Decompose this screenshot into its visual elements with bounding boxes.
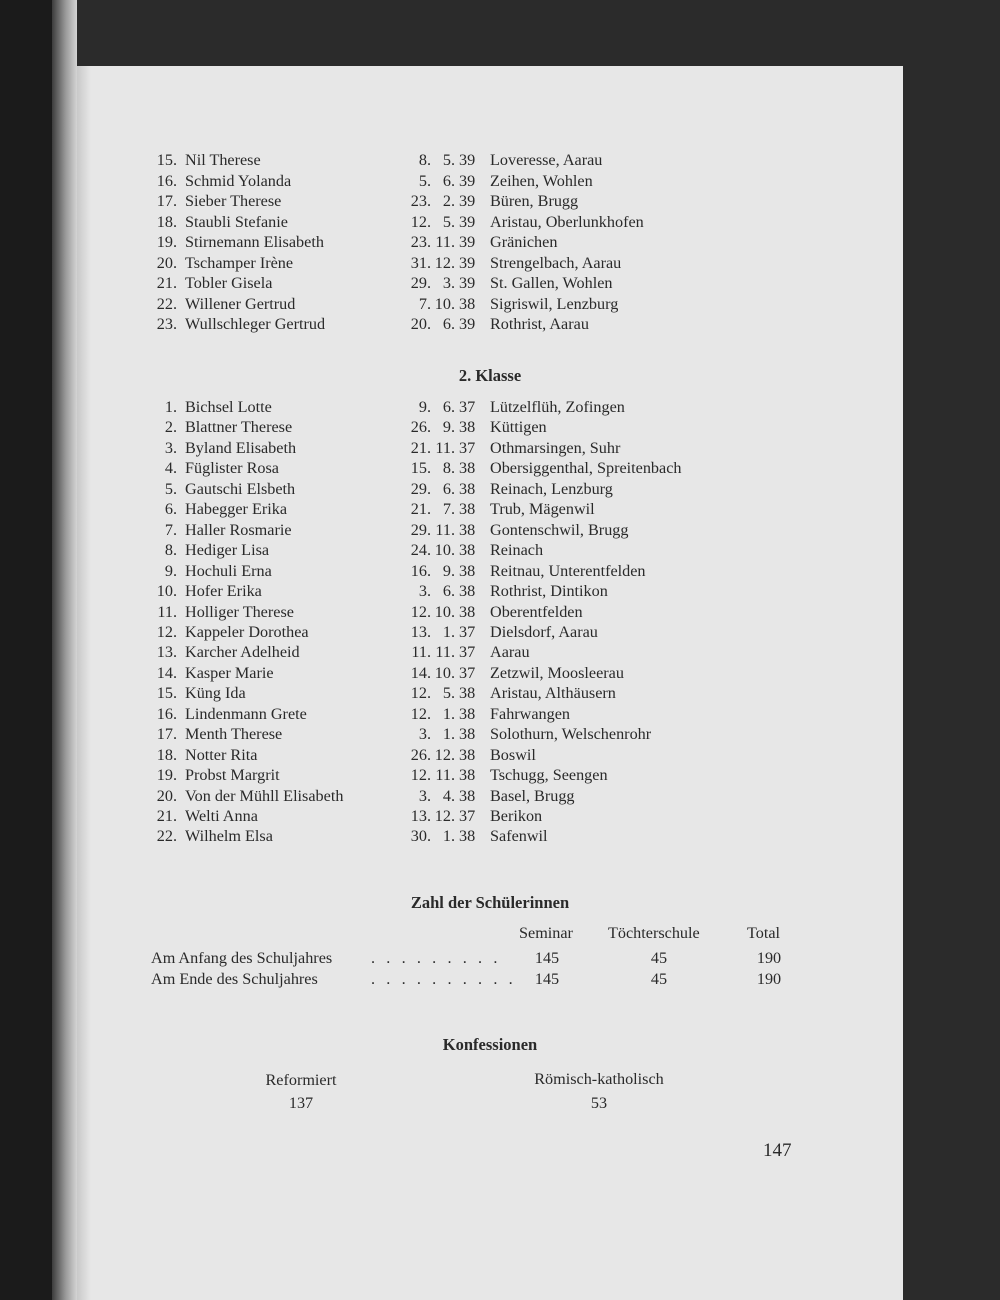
summary-value-seminar: 145 bbox=[534, 949, 560, 967]
birth-day: 12. bbox=[410, 602, 431, 621]
student-number: 10. bbox=[156, 582, 177, 601]
birth-month: 6. bbox=[442, 479, 455, 498]
summary-column-seminar: Seminar bbox=[519, 924, 573, 942]
student-number: 1. bbox=[164, 398, 177, 416]
student-number: 14. bbox=[156, 663, 177, 682]
student-number: 22. bbox=[156, 294, 177, 313]
student-row bbox=[77, 232, 903, 252]
student-name: Willener Gertrud bbox=[185, 294, 296, 313]
birth-year: 38 bbox=[459, 786, 476, 805]
student-number: 4. bbox=[164, 459, 177, 478]
birth-year: 37 bbox=[459, 622, 476, 641]
konfession-value-katholisch: 53 bbox=[590, 1094, 608, 1112]
student-name: Welti Anna bbox=[185, 807, 258, 825]
klasse-2-heading: 2. Klasse bbox=[458, 366, 522, 385]
birth-month: 8. bbox=[442, 459, 455, 478]
hometown: Gränichen bbox=[490, 233, 558, 251]
birth-month: 5. bbox=[442, 684, 455, 703]
student-row bbox=[77, 765, 903, 785]
student-name: Staubli Stefanie bbox=[185, 212, 288, 231]
student-row bbox=[77, 438, 903, 458]
student-name: Hediger Lisa bbox=[185, 541, 270, 560]
birth-month: 12. bbox=[434, 807, 455, 825]
konfession-label-reformiert: Reformiert bbox=[265, 1071, 337, 1089]
summary-row bbox=[77, 948, 903, 968]
student-row bbox=[77, 417, 903, 437]
hometown: Boswil bbox=[490, 745, 536, 764]
student-row bbox=[77, 826, 903, 846]
birth-year: 38 bbox=[459, 684, 476, 703]
student-number: 19. bbox=[156, 766, 177, 785]
birth-month: 11. bbox=[435, 233, 455, 251]
student-name: Probst Margrit bbox=[185, 766, 280, 785]
birth-year: 38 bbox=[459, 459, 476, 478]
birth-year: 37 bbox=[459, 807, 476, 825]
birth-day: 12. bbox=[410, 684, 431, 703]
hometown: Strengelbach, Aarau bbox=[490, 253, 622, 272]
student-number: 20. bbox=[156, 253, 177, 272]
student-row bbox=[77, 479, 903, 499]
summary-row-dots: . . . . . . . . . bbox=[371, 949, 501, 967]
birth-day: 8. bbox=[418, 151, 431, 169]
birth-year: 37 bbox=[459, 398, 476, 416]
birth-month: 3. bbox=[442, 274, 455, 292]
student-row bbox=[77, 786, 903, 806]
student-name: Schmid Yolanda bbox=[185, 171, 292, 190]
birth-month: 5. bbox=[442, 151, 455, 169]
hometown: Othmarsingen, Suhr bbox=[490, 438, 621, 457]
student-name: Hofer Erika bbox=[185, 582, 262, 601]
summary-heading: Zahl der Schülerinnen bbox=[410, 893, 570, 912]
birth-month: 7. bbox=[442, 500, 455, 519]
birth-year: 38 bbox=[459, 582, 476, 601]
birth-year: 38 bbox=[459, 725, 476, 744]
hometown: Sigriswil, Lenzburg bbox=[490, 294, 619, 313]
student-name: Habegger Erika bbox=[185, 500, 288, 519]
student-name: Menth Therese bbox=[185, 725, 283, 744]
hometown: Aristau, Althäusern bbox=[490, 684, 616, 703]
birth-year: 38 bbox=[459, 479, 476, 498]
birth-day: 12. bbox=[410, 704, 431, 723]
student-name: Nil Therese bbox=[185, 151, 261, 169]
birth-year: 37 bbox=[459, 643, 476, 662]
student-name: Blattner Therese bbox=[185, 418, 293, 437]
student-row bbox=[77, 294, 903, 314]
birth-month: 1. bbox=[442, 827, 455, 846]
book-page bbox=[77, 66, 903, 1300]
hometown: Reinach, Lenzburg bbox=[490, 479, 613, 498]
birth-month: 10. bbox=[434, 294, 455, 313]
student-number: 8. bbox=[164, 541, 177, 560]
birth-month: 11. bbox=[435, 520, 455, 539]
student-number: 11. bbox=[157, 602, 177, 621]
birth-year: 38 bbox=[459, 520, 476, 539]
birth-day: 3. bbox=[418, 786, 431, 805]
student-name: Haller Rosmarie bbox=[185, 520, 292, 539]
birth-month: 11. bbox=[435, 766, 455, 785]
student-name: Bichsel Lotte bbox=[185, 398, 272, 416]
birth-day: 9. bbox=[418, 398, 431, 416]
student-number: 6. bbox=[164, 500, 177, 519]
birth-year: 38 bbox=[459, 418, 476, 437]
birth-month: 6. bbox=[442, 315, 455, 333]
student-row bbox=[77, 561, 903, 581]
summary-row bbox=[77, 969, 903, 989]
student-name: Tschamper Irène bbox=[185, 253, 294, 272]
birth-day: 12. bbox=[410, 766, 431, 785]
hometown: Aarau bbox=[490, 643, 530, 662]
birth-year: 39 bbox=[459, 274, 476, 292]
birth-month: 6. bbox=[442, 582, 455, 601]
student-row bbox=[77, 704, 903, 724]
student-row bbox=[77, 150, 903, 170]
hometown: Solothurn, Welschenrohr bbox=[490, 725, 652, 744]
student-row bbox=[77, 806, 903, 826]
hometown: Basel, Brugg bbox=[490, 786, 575, 805]
hometown: Aristau, Oberlunkhofen bbox=[490, 212, 644, 231]
summary-column-total: Total bbox=[747, 924, 781, 942]
student-name: Wullschleger Gertrud bbox=[185, 315, 326, 333]
summary-row-label: Am Ende des Schuljahres bbox=[151, 970, 318, 988]
student-number: 16. bbox=[156, 704, 177, 723]
hometown: Rothrist, Aarau bbox=[490, 315, 589, 333]
student-number: 3. bbox=[164, 438, 177, 457]
summary-row-label: Am Anfang des Schuljahres bbox=[151, 949, 333, 967]
hometown: Fahrwangen bbox=[490, 704, 571, 723]
birth-month: 11. bbox=[435, 643, 455, 662]
birth-day: 11. bbox=[411, 643, 431, 662]
student-name: Stirnemann Elisabeth bbox=[185, 233, 324, 251]
student-row bbox=[77, 397, 903, 417]
student-row bbox=[77, 458, 903, 478]
birth-year: 39 bbox=[459, 151, 476, 169]
page-number: 147 bbox=[763, 1140, 792, 1161]
student-row bbox=[77, 581, 903, 601]
student-number: 15. bbox=[156, 151, 177, 169]
birth-year: 38 bbox=[459, 541, 476, 560]
hometown: Trub, Mägenwil bbox=[490, 500, 595, 519]
konfession-value-reformiert: 137 bbox=[288, 1094, 314, 1112]
birth-month: 6. bbox=[442, 171, 455, 190]
birth-day: 16. bbox=[410, 561, 431, 580]
birth-day: 26. bbox=[410, 745, 431, 764]
student-row bbox=[77, 253, 903, 273]
student-row bbox=[77, 663, 903, 683]
student-number: 15. bbox=[156, 684, 177, 703]
book-binding-shadow bbox=[0, 0, 52, 1300]
birth-day: 23. bbox=[410, 233, 431, 251]
student-number: 20. bbox=[156, 786, 177, 805]
konfessionen-heading: Konfessionen bbox=[442, 1035, 538, 1054]
student-name: Küng Ida bbox=[185, 684, 246, 703]
hometown: Gontenschwil, Brugg bbox=[490, 520, 629, 539]
student-name: Lindenmann Grete bbox=[185, 704, 307, 723]
birth-month: 5. bbox=[442, 212, 455, 231]
hometown: Rothrist, Dintikon bbox=[490, 582, 608, 601]
birth-day: 12. bbox=[410, 212, 431, 231]
student-row bbox=[77, 171, 903, 191]
student-number: 21. bbox=[156, 274, 177, 292]
student-number: 5. bbox=[164, 479, 177, 498]
birth-year: 39 bbox=[459, 233, 476, 251]
birth-day: 7. bbox=[418, 294, 431, 313]
birth-month: 12. bbox=[434, 745, 455, 764]
student-row bbox=[77, 212, 903, 232]
birth-day: 29. bbox=[410, 479, 431, 498]
birth-year: 38 bbox=[459, 602, 476, 621]
birth-day: 31. bbox=[410, 253, 431, 272]
student-name: Notter Rita bbox=[185, 745, 258, 764]
student-name: Gautschi Elsbeth bbox=[185, 479, 296, 498]
student-number: 17. bbox=[156, 192, 177, 210]
summary-row-dots: . . . . . . . . . . bbox=[371, 970, 517, 988]
birth-day: 20. bbox=[410, 315, 431, 333]
birth-day: 24. bbox=[410, 541, 431, 560]
birth-month: 4. bbox=[442, 786, 455, 805]
birth-year: 39 bbox=[459, 253, 476, 272]
student-row bbox=[77, 520, 903, 540]
student-row bbox=[77, 622, 903, 642]
birth-month: 1. bbox=[442, 622, 455, 641]
student-row bbox=[77, 683, 903, 703]
student-name: Karcher Adelheid bbox=[185, 643, 300, 662]
birth-year: 39 bbox=[459, 192, 476, 210]
birth-day: 3. bbox=[418, 582, 431, 601]
birth-day: 23. bbox=[410, 192, 431, 210]
birth-day: 29. bbox=[410, 520, 431, 539]
birth-month: 10. bbox=[434, 602, 455, 621]
summary-value-total: 190 bbox=[756, 970, 782, 988]
birth-year: 38 bbox=[459, 745, 476, 764]
birth-day: 13. bbox=[410, 807, 431, 825]
hometown: Obersiggenthal, Spreitenbach bbox=[490, 459, 682, 478]
birth-day: 13. bbox=[410, 622, 431, 641]
birth-month: 2. bbox=[442, 192, 455, 210]
birth-day: 29. bbox=[410, 274, 431, 292]
student-number: 21. bbox=[156, 807, 177, 825]
hometown: Zeihen, Wohlen bbox=[490, 171, 593, 190]
birth-year: 39 bbox=[459, 171, 476, 190]
birth-day: 14. bbox=[410, 663, 431, 682]
summary-value-toechterschule: 45 bbox=[650, 970, 668, 988]
student-name: Wilhelm Elsa bbox=[185, 827, 273, 846]
student-row bbox=[77, 499, 903, 519]
birth-day: 15. bbox=[410, 459, 431, 478]
hometown: Safenwil bbox=[490, 827, 548, 846]
birth-year: 38 bbox=[459, 704, 476, 723]
birth-day: 21. bbox=[410, 500, 431, 519]
student-number: 12. bbox=[156, 622, 177, 641]
hometown: Loveresse, Aarau bbox=[490, 151, 603, 169]
student-number: 17. bbox=[156, 725, 177, 744]
student-name: Füglister Rosa bbox=[185, 459, 279, 478]
birth-year: 38 bbox=[459, 827, 476, 846]
student-name: Byland Elisabeth bbox=[185, 438, 297, 457]
student-number: 23. bbox=[156, 315, 177, 333]
birth-day: 5. bbox=[418, 171, 431, 190]
student-row bbox=[77, 745, 903, 765]
student-name: Tobler Gisela bbox=[185, 274, 273, 292]
student-name: Hochuli Erna bbox=[185, 561, 272, 580]
student-name: Holliger Therese bbox=[185, 602, 294, 621]
birth-day: 21. bbox=[410, 438, 431, 457]
student-name: Sieber Therese bbox=[185, 192, 282, 210]
student-name: Kappeler Dorothea bbox=[185, 622, 309, 641]
student-row bbox=[77, 540, 903, 560]
student-number: 18. bbox=[156, 745, 177, 764]
student-number: 9. bbox=[164, 561, 177, 580]
birth-year: 38 bbox=[459, 561, 476, 580]
student-number: 13. bbox=[156, 643, 177, 662]
birth-month: 11. bbox=[435, 438, 455, 457]
birth-year: 39 bbox=[459, 315, 476, 333]
birth-year: 37 bbox=[459, 438, 476, 457]
hometown: Berikon bbox=[490, 807, 543, 825]
student-number: 16. bbox=[156, 171, 177, 190]
birth-month: 1. bbox=[442, 704, 455, 723]
birth-year: 38 bbox=[459, 766, 476, 785]
facing-page-edge bbox=[52, 0, 77, 1300]
hometown: Zetzwil, Moosleerau bbox=[490, 663, 624, 682]
birth-month: 9. bbox=[442, 418, 455, 437]
hometown: St. Gallen, Wohlen bbox=[490, 274, 613, 292]
student-row bbox=[77, 314, 903, 334]
birth-year: 39 bbox=[459, 212, 476, 231]
student-row bbox=[77, 273, 903, 293]
student-name: Von der Mühll Elisabeth bbox=[185, 786, 344, 805]
birth-month: 10. bbox=[434, 541, 455, 560]
student-row bbox=[77, 602, 903, 622]
hometown: Reitnau, Unterentfelden bbox=[490, 561, 646, 580]
hometown: Dielsdorf, Aarau bbox=[490, 622, 598, 641]
birth-month: 10. bbox=[434, 663, 455, 682]
student-row bbox=[77, 724, 903, 744]
birth-month: 1. bbox=[442, 725, 455, 744]
hometown: Oberentfelden bbox=[490, 602, 583, 621]
student-row bbox=[77, 191, 903, 211]
summary-column-toechterschule: Töchterschule bbox=[608, 924, 700, 942]
summary-value-seminar: 145 bbox=[534, 970, 560, 988]
hometown: Lützelflüh, Zofingen bbox=[490, 398, 625, 416]
student-number: 22. bbox=[156, 827, 177, 846]
birth-day: 26. bbox=[410, 418, 431, 437]
student-number: 7. bbox=[164, 520, 177, 539]
student-name: Kasper Marie bbox=[185, 663, 274, 682]
hometown: Reinach bbox=[490, 541, 544, 560]
birth-day: 3. bbox=[418, 725, 431, 744]
hometown: Tschugg, Seengen bbox=[490, 766, 608, 785]
student-number: 2. bbox=[164, 418, 177, 437]
konfession-label-katholisch: Römisch-katholisch bbox=[534, 1070, 664, 1088]
birth-year: 38 bbox=[459, 294, 476, 313]
student-number: 19. bbox=[156, 233, 177, 251]
birth-month: 9. bbox=[442, 561, 455, 580]
birth-month: 6. bbox=[442, 398, 455, 416]
hometown: Büren, Brugg bbox=[490, 192, 579, 210]
birth-year: 38 bbox=[459, 500, 476, 519]
summary-value-total: 190 bbox=[756, 949, 782, 967]
hometown: Küttigen bbox=[490, 418, 547, 437]
birth-year: 37 bbox=[459, 663, 476, 682]
summary-value-toechterschule: 45 bbox=[650, 949, 668, 967]
student-row bbox=[77, 642, 903, 662]
birth-month: 12. bbox=[434, 253, 455, 272]
student-number: 18. bbox=[156, 212, 177, 231]
birth-day: 30. bbox=[410, 827, 431, 846]
